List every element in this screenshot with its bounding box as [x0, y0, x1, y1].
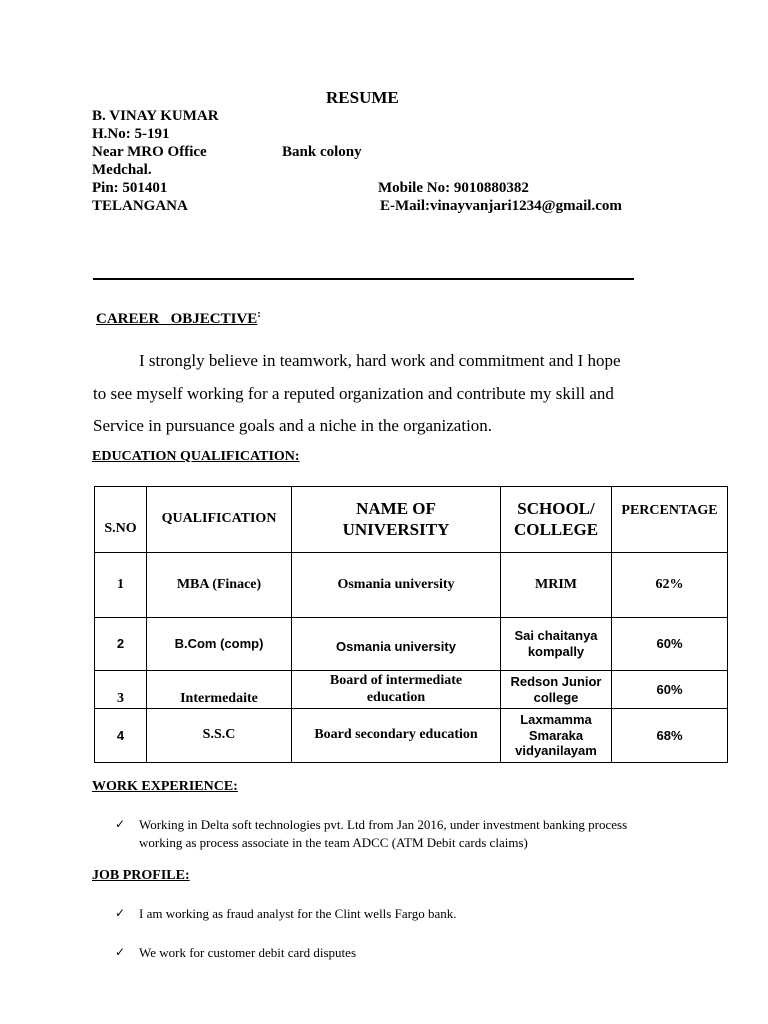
header-qualification: QUALIFICATION [147, 487, 292, 553]
work-experience-line-2: working as process associate in the team ADCC (ATM Debit cards claims) [139, 835, 528, 850]
cell-school [501, 709, 612, 763]
house-number: H.No: 5-191 [92, 126, 170, 142]
cell-school [501, 618, 612, 671]
cell-school-line-2: kompally [527, 644, 585, 659]
cell-university: Osmania university [292, 553, 501, 618]
cell-percentage: 60% [612, 618, 728, 671]
cell-qualification: Intermedaite [147, 671, 292, 709]
work-experience-line-1: Working in Delta soft technologies pvt. Ltd from Jan 2016, under investment banking process [139, 817, 628, 832]
cell-school [501, 671, 612, 709]
mobile-number: Mobile No: 9010880382 [378, 180, 529, 196]
cell-percentage: 60% [612, 671, 728, 709]
table-row [95, 709, 728, 763]
table-row [95, 553, 728, 618]
cell-percentage: 68% [612, 709, 728, 763]
cell-qualification: S.S.C [147, 709, 292, 763]
cell-school-line-1: Sai chaitanya [514, 628, 598, 644]
check-icon: ✓ [115, 906, 126, 920]
header-university-line-1: NAME OF [356, 499, 436, 519]
cell-sno: 3 [95, 671, 147, 709]
career-objective-label: CAREER OBJECTIVE [96, 311, 258, 327]
cell-university: Osmania university [292, 618, 501, 671]
cell-school-line-1: Redson Junior [510, 673, 602, 689]
address-line: Near MRO Office [92, 144, 207, 160]
table-header-row [95, 487, 728, 553]
objective-line-3: Service in pursuance goals and a niche in the organization. [93, 416, 493, 435]
cell-school-line-2: Smaraka [528, 727, 584, 743]
pin-code: Pin: 501401 [92, 180, 168, 196]
header-percentage: PERCENTAGE [612, 487, 728, 553]
cell-school-line-3: vidyanilayam [515, 743, 597, 759]
job-profile-heading: JOB PROFILE: [92, 868, 190, 883]
cell-qualification: MBA (Finace) [147, 553, 292, 618]
objective-line-1: I strongly believe in teamwork, hard work and commitment and I hope [139, 351, 621, 370]
cell-percentage: 62% [612, 553, 728, 618]
check-icon: ✓ [115, 817, 126, 831]
cell-sno: 1 [95, 553, 147, 618]
table-row [95, 618, 728, 671]
cell-school: MRIM [501, 553, 612, 618]
section-divider [93, 278, 634, 280]
header-sno: S.NO [95, 487, 147, 553]
city: Medchal. [92, 162, 152, 178]
job-profile-item: We work for customer debit card disputes [139, 945, 357, 960]
cell-sno: 2 [95, 618, 147, 671]
career-objective-heading [96, 308, 261, 328]
cell-university: Board secondary education [292, 709, 501, 763]
state: TELANGANA [92, 198, 188, 214]
check-icon: ✓ [115, 945, 126, 959]
education-heading: EDUCATION QUALIFICATION: [92, 449, 300, 464]
header-university [292, 487, 501, 553]
objective-line-2: to see myself working for a reputed organization and contribute my skill and [93, 384, 614, 403]
cell-qualification: B.Com (comp) [147, 618, 292, 671]
cell-school-line-1: Laxmamma [520, 712, 592, 728]
cell-university-line-2: education [366, 689, 426, 705]
career-objective-colon: : [257, 308, 261, 320]
cell-school-line-2: college [533, 689, 579, 705]
header-school-line-2: COLLEGE [513, 519, 599, 539]
table-row [95, 671, 728, 709]
work-experience-heading: WORK EXPERIENCE: [92, 779, 238, 794]
job-profile-item: I am working as fraud analyst for the Clint wells Fargo bank. [139, 906, 457, 921]
header-school-line-1: SCHOOL/ [517, 499, 595, 519]
resume-title: RESUME [326, 88, 399, 107]
address-colony: Bank colony [282, 144, 362, 160]
cell-university [292, 671, 501, 709]
candidate-name: B. VINAY KUMAR [92, 108, 219, 124]
header-school [501, 487, 612, 553]
email: E-Mail:vinayvanjari1234@gmail.com [380, 198, 622, 214]
education-table [94, 486, 728, 763]
cell-university-line-1: Board of intermediate [329, 672, 463, 688]
cell-sno: 4 [95, 709, 147, 763]
header-university-line-2: UNIVERSITY [342, 519, 450, 539]
